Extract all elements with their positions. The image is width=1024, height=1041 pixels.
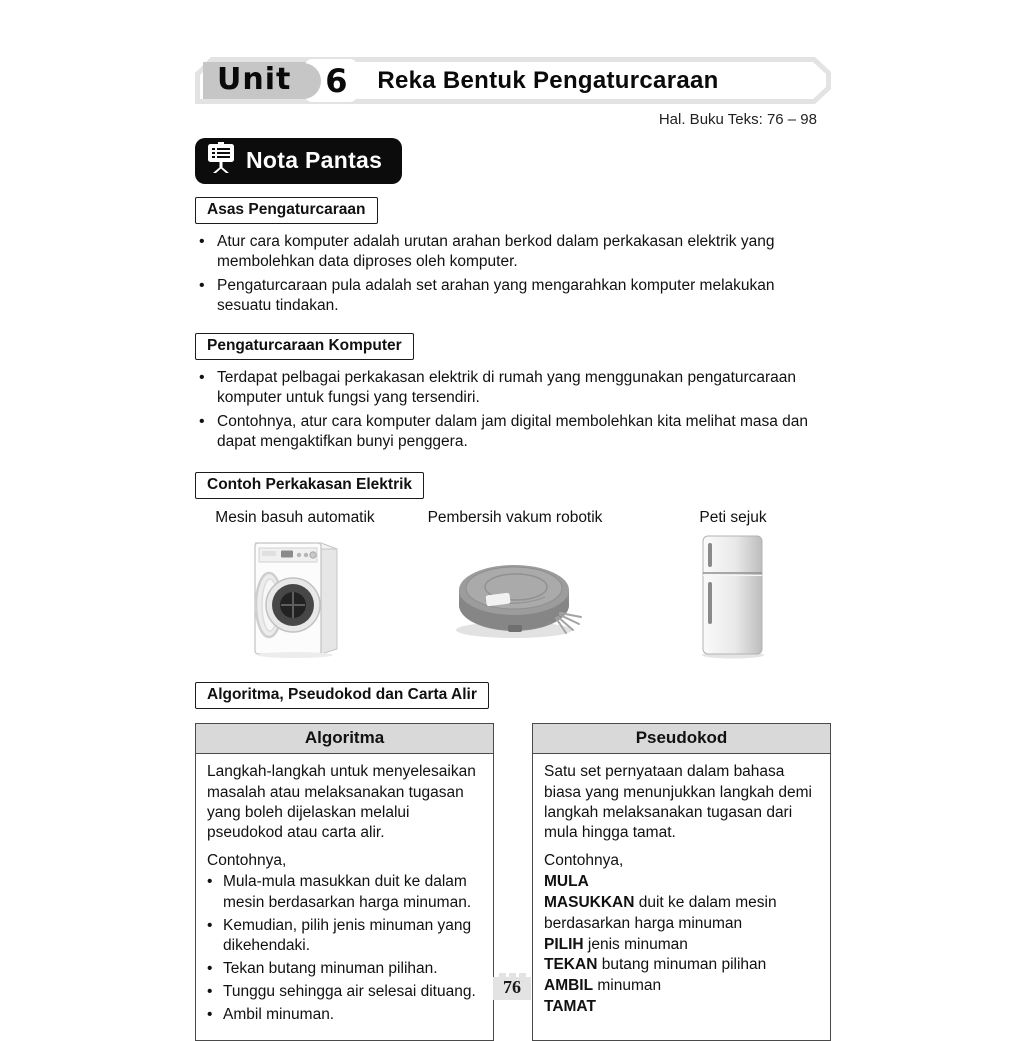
pseudo-keyword: TAMAT: [544, 997, 596, 1015]
pseudo-line: [544, 997, 820, 1018]
bullet-list: [195, 232, 831, 317]
pseudokod-body: [533, 754, 830, 1030]
bullet-text: Atur cara komputer adalah urutan arahan berkod dalam perkakasan elektrik yang membolehkan data diproses oleh komputer.: [217, 233, 775, 271]
nota-pantas-badge: [195, 138, 402, 184]
step-item: [207, 982, 483, 1002]
page-content: [195, 0, 831, 1041]
section-heading-algoritma-pseudokod: Algoritma, Pseudokod dan Carta Alir: [195, 682, 489, 709]
bullet-item: [195, 232, 831, 272]
pseudo-line: [544, 955, 820, 976]
pseudo-text: minuman: [593, 977, 662, 995]
bullet-text: Pengaturcaraan pula adalah set arahan yang mengarahkan komputer melakukan sesuatu tindakan.: [217, 277, 775, 315]
pseudo-keyword: TEKAN: [544, 956, 598, 974]
appliance-robot-vacuum: [395, 509, 635, 666]
step-text: Tekan butang minuman pilihan.: [223, 959, 438, 977]
algoritma-body: [196, 754, 493, 1040]
bullet-item: [195, 368, 831, 408]
algoritma-example-label: Contohnya,: [207, 851, 287, 869]
section-heading-asas: Asas Pengaturcaraan: [195, 197, 378, 224]
bullet-dot: [195, 368, 217, 408]
step-item: [207, 959, 483, 979]
pseudo-line: [544, 893, 820, 935]
step-text: Tunggu sehingga air selesai dituang.: [223, 983, 476, 1001]
washing-machine-image: [245, 533, 345, 664]
bullet-text: Terdapat pelbagai perkakasan elektrik di rumah yang menggunakan pengaturcaraan komputer untuk fungsi yang tersendiri.: [217, 368, 797, 406]
textbook-ref: Hal. Buku Teks: 76 – 98: [658, 111, 817, 128]
bullet-dot: [207, 1005, 223, 1025]
bullet-text: Contohnya, atur cara komputer dalam jam digital membolehkan kita melihat masa dan dapat mengaktifkan bunyi penggera.: [217, 412, 809, 450]
appliance-row: [195, 509, 831, 666]
unit-title: Reka Bentuk Pengaturcaraan: [377, 66, 719, 94]
bullet-dot: [195, 232, 217, 272]
pseudo-keyword: MASUKKAN: [544, 894, 635, 912]
appliance-refrigerator: [635, 509, 831, 666]
algoritma-header: Algoritma: [196, 724, 493, 754]
step-text: Mula-mula masukkan duit ke dalam mesin berdasarkan harga minuman.: [223, 873, 472, 911]
robot-vacuum-image: [440, 545, 590, 648]
page-number-brick: [493, 973, 531, 1000]
algoritma-box: [195, 723, 494, 1041]
pseudokod-header: Pseudokod: [533, 724, 830, 754]
page-number: 76: [493, 977, 531, 1000]
step-text: Kemudian, pilih jenis minuman yang dikehendaki.: [223, 916, 472, 954]
pseudokod-description: Satu set pernyataan dalam bahasa biasa yang menunjukkan langkah demi langkah melaksanakan tugasan dari mula hingga tamat.: [544, 763, 812, 842]
pseudokod-example-label: Contohnya,: [544, 851, 624, 869]
step-text: Ambil minuman.: [223, 1006, 335, 1024]
appliance-washing-machine: [195, 509, 395, 666]
step-item: [207, 1005, 483, 1025]
pseudo-keyword: AMBIL: [544, 977, 594, 995]
appliance-label: Peti sejuk: [699, 509, 767, 527]
bullet-dot: [207, 982, 223, 1002]
presentation-board-icon: [207, 142, 235, 178]
bullet-dot: [207, 872, 223, 912]
appliance-label: Pembersih vakum robotik: [427, 509, 603, 527]
unit-number: 6: [325, 61, 348, 100]
pseudo-line: [544, 976, 820, 997]
badge-label: Nota Pantas: [246, 146, 383, 173]
bullet-dot: [207, 959, 223, 979]
bullet-dot: [195, 412, 217, 452]
bullet-dot: [207, 916, 223, 956]
unit-banner: [195, 57, 831, 104]
section-heading-contoh-perkakasan: Contoh Perkakasan Elektrik: [195, 472, 424, 499]
bullet-item: [195, 276, 831, 316]
pseudo-keyword: PILIH: [544, 935, 584, 953]
refrigerator-image: [693, 533, 773, 666]
bullet-dot: [195, 276, 217, 316]
step-item: [207, 872, 483, 912]
pseudo-keyword: MULA: [544, 873, 589, 891]
unit-label: Unit: [203, 62, 309, 99]
algoritma-description: Langkah-langkah untuk menyelesaikan masalah atau melaksanakan tugasan yang boleh dijelaskan melalui pseudokod atau carta alir.: [207, 763, 476, 842]
pseudo-text: jenis minuman: [583, 935, 688, 953]
bullet-list: [195, 368, 831, 453]
pseudokod-box: [532, 723, 831, 1041]
bullet-item: [195, 412, 831, 452]
pseudo-text: butang minuman pilihan: [597, 956, 767, 974]
banner-row: [195, 57, 831, 104]
section-heading-pengaturcaraan-komputer: Pengaturcaraan Komputer: [195, 333, 414, 360]
pseudo-line: [544, 872, 820, 893]
unit-number-badge: [305, 59, 357, 102]
appliance-label: Mesin basuh automatik: [215, 509, 375, 527]
pseudo-text: duit ke dalam mesin berdasarkan harga minuman: [544, 894, 777, 932]
step-item: [207, 916, 483, 956]
algoritma-steps: [207, 872, 483, 1025]
pseudo-line: [544, 935, 820, 956]
